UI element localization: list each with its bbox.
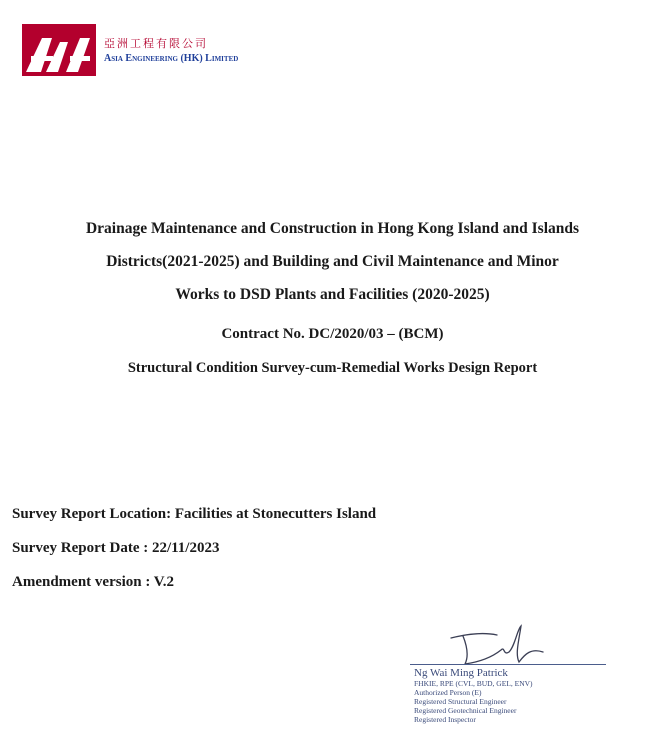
company-name-cn: 亞洲工程有限公司 (104, 37, 208, 50)
signatory-credential: Authorized Person (E) (414, 688, 482, 697)
company-name-en: Asia Engineering (HK) Limited (104, 53, 239, 64)
amendment-version: Amendment version : V.2 (12, 574, 174, 590)
company-name (104, 38, 238, 65)
company-logo (22, 24, 96, 76)
signatory-credential: Registered Structural Engineer (414, 697, 507, 706)
signatory-credential: Registered Inspector (414, 715, 476, 724)
signatory-credential: FHKIE, RPE (CVL, BUD, GEL, ENV) (414, 679, 533, 688)
signatory-block (414, 667, 533, 724)
project-title-line-2: Districts(2021-2025) and Building and Civil Maintenance and Minor (106, 253, 559, 270)
contract-number: Contract No. DC/2020/03 – (BCM) (221, 326, 444, 342)
report-title: Structural Condition Survey-cum-Remedial Works Design Report (127, 360, 538, 376)
project-title-line-1: Drainage Maintenance and Construction in Hong Kong Island and Islands (85, 220, 580, 237)
survey-date: Survey Report Date : 22/11/2023 (12, 540, 220, 556)
project-title-line-3: Works to DSD Plants and Facilities (2020-2025) (175, 286, 490, 303)
project-title (0, 212, 665, 311)
signatory-credential: Registered Geotechnical Engineer (414, 706, 517, 715)
signature-line (410, 664, 606, 665)
survey-location: Survey Report Location: Facilities at Stonecutters Island (12, 506, 377, 522)
signatory-name: Ng Wai Ming Patrick (414, 667, 508, 679)
